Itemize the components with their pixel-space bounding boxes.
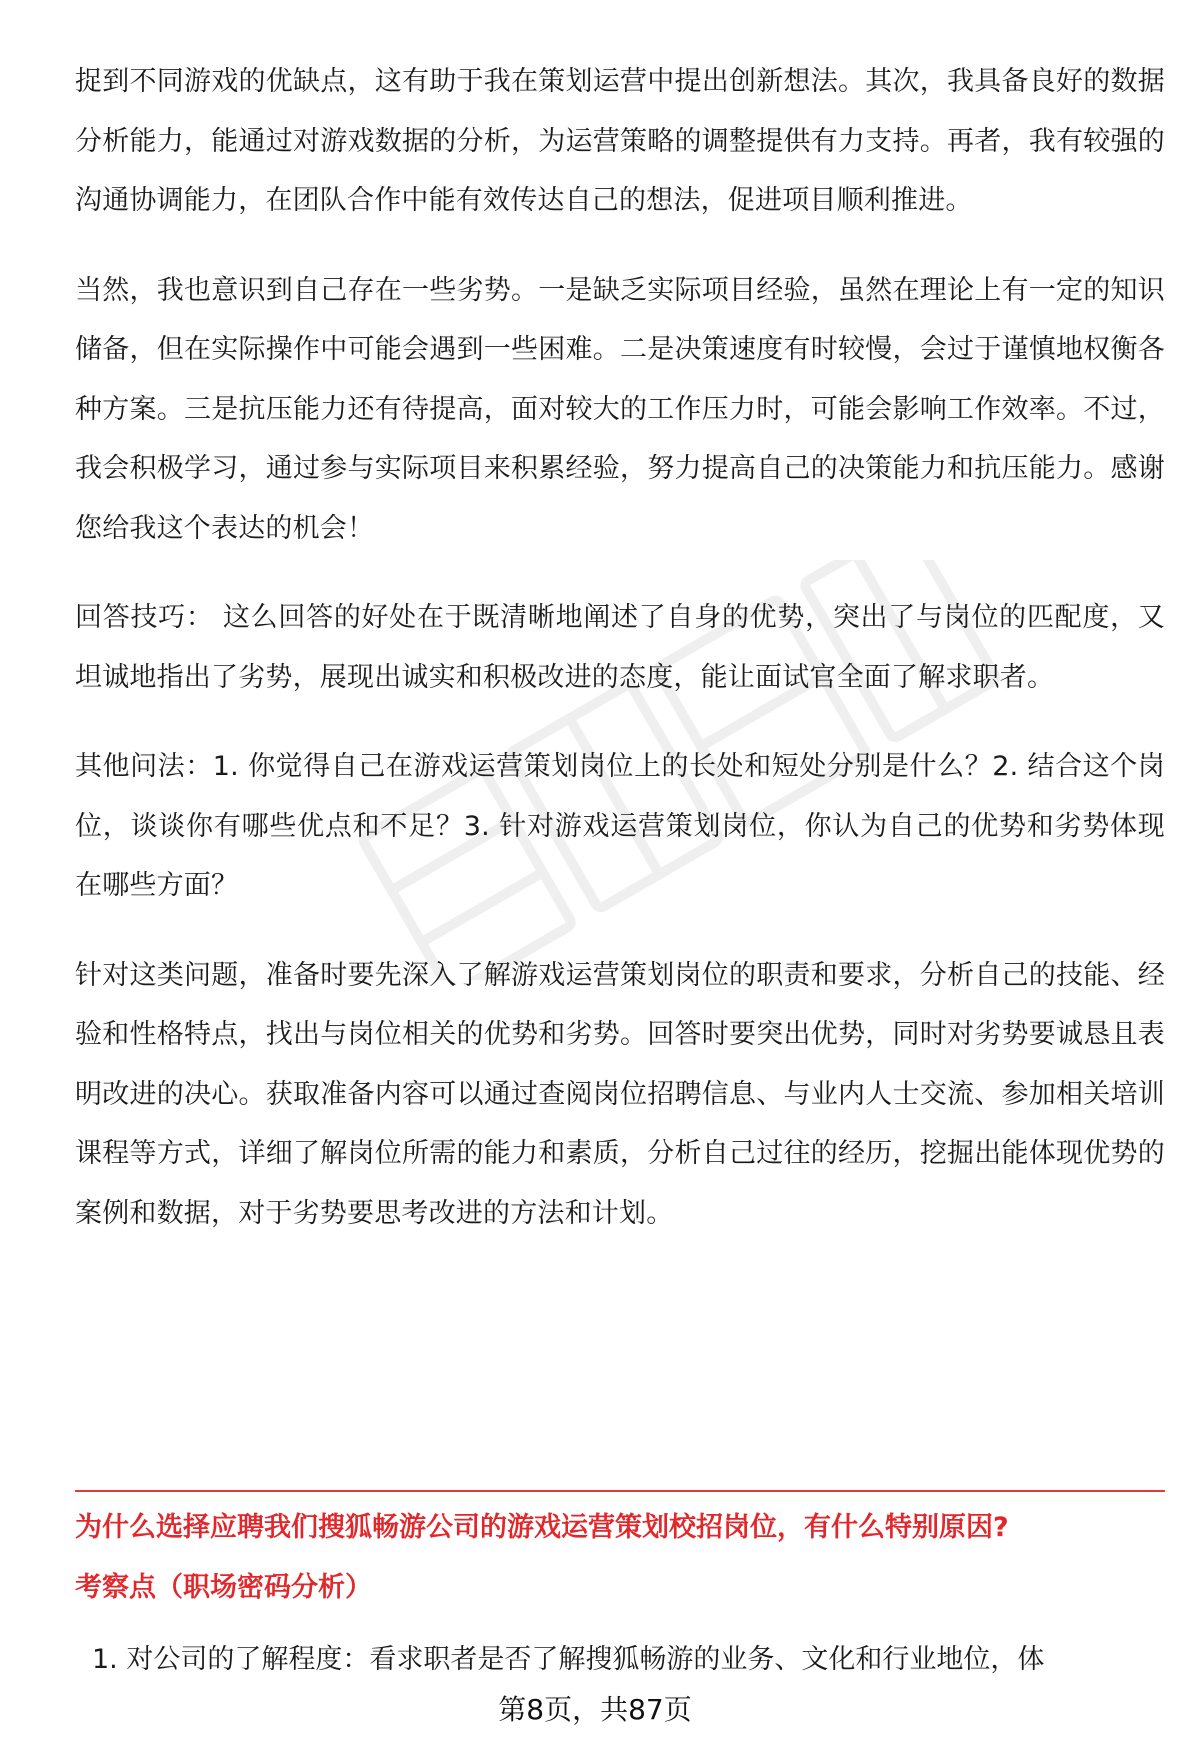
list-item: 1. 对公司的了解程度：看求职者是否了解搜狐畅游的业务、文化和行业地位，体: [92, 1644, 1045, 1675]
paragraph-other-questions: 其他问法：1. 你觉得自己在游戏运营策划岗位上的长处和短处分别是什么？2. 结合这个岗位，谈谈你有哪些优点和不足？3. 针对游戏运营策划岗位，你认为自己的优势和劣势体现在哪些方面？: [75, 751, 1165, 901]
paragraph-preparation: 针对这类问题，准备时要先深入了解游戏运营策划岗位的职责和要求，分析自己的技能、经验和性格特点，找出与岗位相关的优势和劣势。回答时要突出优势，同时对劣势要诚恳且表明改进的决心。获取准备内容可以通过查阅岗位招聘信息、与业内人士交流、参加相关培训课程等方式，详细了解岗位所需的能力和素质，分析自己过往的经历，挖掘出能体现优势的案例和数据，对于劣势要思考改进的方法和计划。: [75, 959, 1165, 1229]
page-number: 第8页，共87页: [498, 1693, 692, 1726]
body-text: [75, 52, 1165, 1273]
paragraph-answer-tips: 回答技巧： 这么回答的好处在于既清晰地阐述了自身的优势，突出了与岗位的匹配度，又坦诚地指出了劣势，展现出诚实和积极改进的态度，能让面试官全面了解求职者。: [75, 602, 1165, 693]
assessment-point-heading: 考察点（职场密码分析）: [75, 1572, 372, 1603]
section-divider: [75, 1490, 1165, 1492]
paragraph-weaknesses: 当然，我也意识到自己存在一些劣势。一是缺乏实际项目经验，虽然在理论上有一定的知识储备，但在实际操作中可能会遇到一些困难。二是决策速度有时较慢，会过于谨慎地权衡各种方案。三是抗压能力还有待提高，面对较大的工作压力时，可能会影响工作效率。不过，我会积极学习，通过参与实际项目来积累经验，努力提高自己的决策能力和抗压能力。感谢您给我这个表达的机会！: [75, 274, 1165, 544]
paragraph-strengths: 捉到不同游戏的优缺点，这有助于我在策划运营中提出创新想法。其次，我具备良好的数据分析能力，能通过对游戏数据的分析，为运营策略的调整提供有力支持。再者，我有较强的沟通协调能力，在团队合作中能有效传达自己的想法，促进项目顺利推进。: [75, 66, 1165, 216]
question-title: 为什么选择应聘我们搜狐畅游公司的游戏运营策划校招岗位，有什么特别原因?: [75, 1512, 1009, 1543]
